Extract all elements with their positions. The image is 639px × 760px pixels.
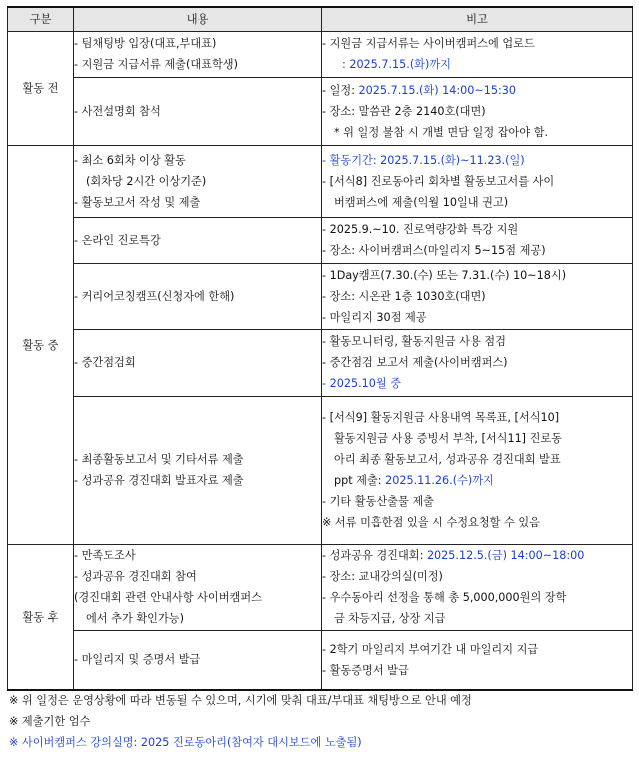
content-cell bbox=[74, 630, 322, 690]
remark-note: * 위 일정 불참 시 개별 면담 일정 잡아야 함. bbox=[334, 125, 549, 139]
table-row bbox=[8, 217, 633, 263]
remark-line: - 장소: 사이버캠퍼스(마일리지 5~15점 제공) bbox=[322, 244, 546, 257]
date-text: 2025.12.5.(금) 14:00~18:00 bbox=[426, 549, 585, 562]
remark-line: 버캠퍼스에 제출(익월 10일내 권고) bbox=[334, 195, 509, 209]
schedule-table-wrapper bbox=[7, 6, 632, 691]
content-line: (회차당 2시간 이상기준) bbox=[86, 174, 207, 188]
content-line: (경진대회 관련 안내사항 사이버캠퍼스 bbox=[74, 591, 262, 604]
content-line: - 활동보고서 작성 및 제출 bbox=[74, 195, 201, 209]
remark-line: - 2025.9.~10. 진로역량강화 특강 지원 bbox=[322, 223, 519, 236]
remark-line: - [서식8] 진로동아리 회차별 활동보고서를 사이 bbox=[322, 174, 555, 188]
footnote: ※ 제출기한 엄수 bbox=[9, 715, 91, 728]
content-cell bbox=[74, 544, 322, 630]
remark-cell bbox=[322, 263, 633, 329]
remark-line: - 마일리지 30점 제공 bbox=[322, 310, 427, 324]
table-row bbox=[8, 145, 633, 217]
remark-cell bbox=[322, 217, 633, 263]
remark-cell bbox=[322, 145, 633, 217]
footnote-classroom: ※ 사이버캠퍼스 강의실명: 2025 진로동아리(참여자 대시보드에 노출됨) bbox=[9, 736, 362, 749]
content-cell bbox=[74, 217, 322, 263]
remark-line: - 1Day캠프(7.30.(수) 또는 7.31.(수) 10~18시) bbox=[322, 268, 567, 282]
remark-line: 아리 최종 활동보고서, 성과공유 경진대회 발표 bbox=[334, 453, 561, 466]
category-after: 활동 후 bbox=[8, 544, 74, 690]
date-text: 2025.7.15.(화) 14:00~15:30 bbox=[358, 83, 516, 97]
content-line: 에서 추가 확인가능) bbox=[86, 612, 184, 625]
content-line: - 팀채팅방 입장(대표,부대표) bbox=[74, 37, 217, 50]
deadline-text: : 2025.7.15.(화)까지 bbox=[342, 58, 451, 71]
remark-cell bbox=[322, 396, 633, 544]
remark-label: - 일정: bbox=[322, 83, 359, 97]
content-line: - 성과공유 경진대회 참여 bbox=[74, 570, 197, 583]
schedule-table bbox=[7, 6, 633, 691]
header-row bbox=[8, 7, 633, 31]
content-cell bbox=[74, 31, 322, 77]
period-text: - 활동기간: 2025.7.15.(화)~11.23.(일) bbox=[322, 153, 525, 167]
content-line: - 성과공유 경진대회 발표자료 제출 bbox=[74, 474, 244, 487]
table-row bbox=[8, 31, 633, 77]
remark-cell bbox=[322, 329, 633, 396]
remark-cell bbox=[322, 77, 633, 145]
table-row bbox=[8, 263, 633, 329]
remark-line bbox=[322, 80, 632, 101]
table-row bbox=[8, 544, 633, 630]
remark-line: - 지원금 지급서류는 사이버캠퍼스에 업로드 bbox=[322, 37, 535, 50]
content-cell bbox=[74, 263, 322, 329]
remark-line: - 우수동아리 선정을 통해 총 5,000,000원의 장학 bbox=[322, 591, 567, 604]
remark-line: - 장소: 말씀관 2층 2140호(대면) bbox=[322, 104, 486, 118]
content-cell bbox=[74, 329, 322, 396]
footnote: ※ 위 일정은 운영상황에 따라 변동될 수 있으며, 시기에 맞춰 대표/부대표 채팅방으로 안내 예정 bbox=[9, 694, 472, 707]
remark-label: ppt 제출: bbox=[334, 474, 386, 487]
deadline-text: 2025.11.26.(수)까지 bbox=[385, 474, 494, 487]
content-line: - 온라인 진로특강 bbox=[74, 233, 161, 247]
remark-label: - 성과공유 경진대회: bbox=[322, 549, 427, 562]
category-before: 활동 전 bbox=[8, 31, 74, 145]
content-line: - 만족도조사 bbox=[74, 549, 136, 562]
remark-line: 금 차등지급, 상장 지급 bbox=[334, 612, 446, 625]
remark-line bbox=[322, 470, 632, 491]
table-row bbox=[8, 329, 633, 396]
table-row bbox=[8, 630, 633, 690]
remark-line: - 장소: 교내강의실(미정) bbox=[322, 570, 443, 583]
date-text: - 2025.10월 중 bbox=[322, 377, 402, 390]
table-row bbox=[8, 396, 633, 544]
remark-line: - 활동증명서 발급 bbox=[322, 663, 409, 677]
remark-cell bbox=[322, 630, 633, 690]
remark-cell bbox=[322, 31, 633, 77]
remark-note: ※ 서류 미흡한점 있을 시 수정요청할 수 있음 bbox=[322, 516, 540, 529]
header-remarks: 비고 bbox=[322, 7, 633, 31]
remark-line: - 중간점검 보고서 제출(사이버캠퍼스) bbox=[322, 356, 508, 369]
remark-line: 활동지원금 사용 증빙서 부착, [서식11] 진로동 bbox=[334, 432, 563, 445]
category-during: 활동 중 bbox=[8, 145, 74, 544]
content-line: - 최소 6회차 이상 활동 bbox=[74, 153, 186, 167]
content-cell bbox=[74, 77, 322, 145]
header-category: 구분 bbox=[8, 7, 74, 31]
content-line: - 사전설명회 참석 bbox=[74, 104, 161, 118]
remark-line bbox=[322, 545, 632, 566]
header-content: 내용 bbox=[74, 7, 322, 31]
content-cell bbox=[74, 145, 322, 217]
content-line: - 마일리지 및 증명서 발급 bbox=[74, 653, 201, 667]
table-row bbox=[8, 77, 633, 145]
remark-line: - 기타 활동산출물 제출 bbox=[322, 495, 434, 508]
content-line: - 중간점검회 bbox=[74, 356, 136, 369]
content-line: - 최종활동보고서 및 기타서류 제출 bbox=[74, 453, 244, 466]
remark-line: - 2학기 마일리지 부여기간 내 마일리지 지급 bbox=[322, 642, 539, 656]
content-line: - 커리어코칭캠프(신청자에 한해) bbox=[74, 289, 235, 303]
footnotes bbox=[9, 690, 634, 753]
remark-line: - 활동모니터링, 활동지원금 사용 점검 bbox=[322, 335, 506, 348]
remark-line: - 장소: 시온관 1층 1030호(대면) bbox=[322, 289, 486, 303]
remark-cell bbox=[322, 544, 633, 630]
content-cell bbox=[74, 396, 322, 544]
remark-line: - [서식9] 활동지원금 사용내역 목록표, [서식10] bbox=[322, 411, 560, 424]
content-line: - 지원금 지급서류 제출(대표학생) bbox=[74, 58, 238, 71]
